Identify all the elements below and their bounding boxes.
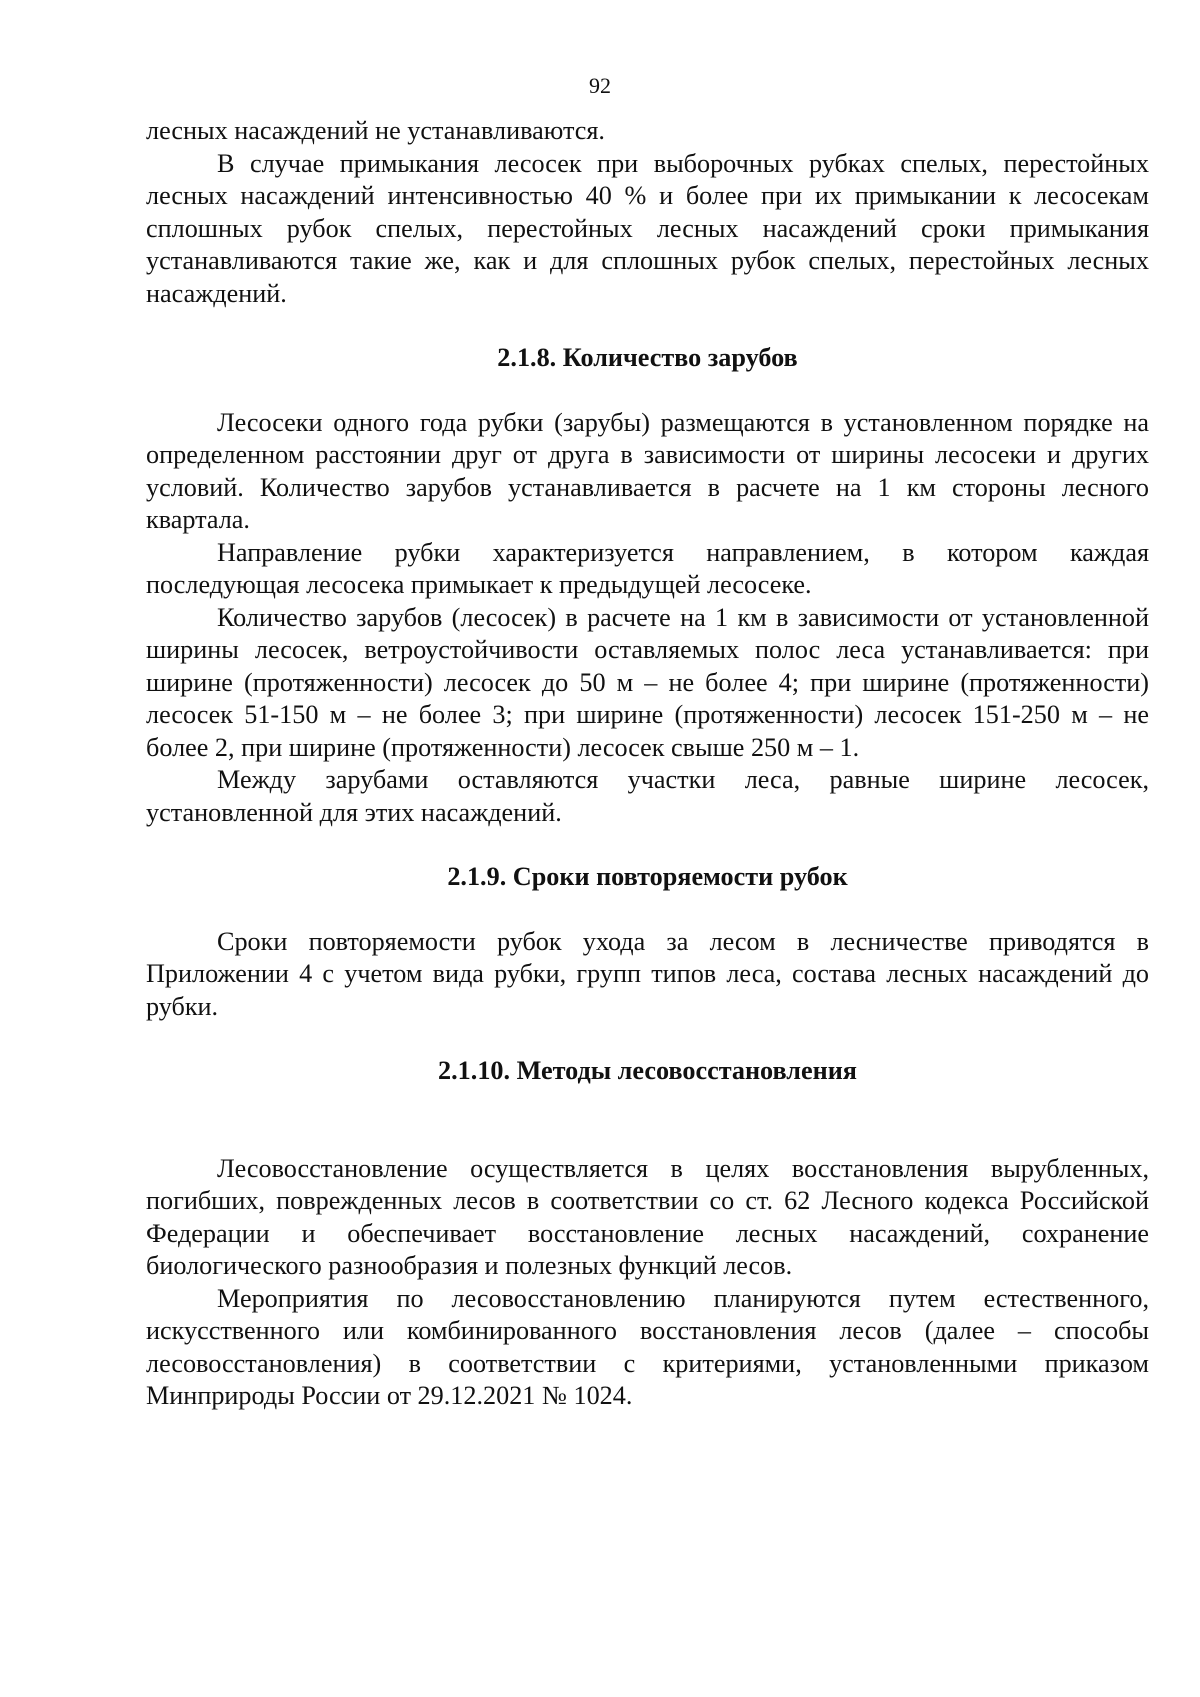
paragraph: Количество зарубов (лесосек) в расчете на 1 км в зависимости от установленной ширины лесосек, ветроустойчивости оставляемых полос леса устанавливается: при ширине (протяженности) лесосек до 50 м – не более 4; при ширине (протяженности) лесосек 51-150 м – не более 3; при ширине (протяженности) лесосек 151-250 м – не более 2, при ширине (протяженности) лесосек свыше 250 м – 1. bbox=[146, 602, 1149, 762]
paragraph: Мероприятия по лесовосстановлению планируются путем естественного, искусственного или комбинированного восстановления лесов (далее – способы лесовосстановления) в соответствии с критериями, установленными приказом Минприроды России от 29.12.2021 № 1024. bbox=[146, 1283, 1149, 1410]
paragraph-continuation: лесных насаждений не устанавливаются. bbox=[146, 116, 605, 145]
paragraph: Направление рубки характеризуется направлением, в котором каждая последующая лесосека примыкает к предыдущей лесосеке. bbox=[146, 537, 1149, 599]
section-heading-2-1-9: 2.1.9. Сроки повторяемости рубок bbox=[447, 862, 848, 891]
paragraph: Лесосеки одного года рубки (зарубы) размещаются в установленном порядке на определенном расстоянии друг от друга в зависимости от ширины лесосеки и других условий. Количество зарубов устанавливается в расчете на 1 км стороны лесного квартала. bbox=[146, 407, 1149, 534]
document-body bbox=[146, 115, 1149, 1413]
paragraph: Между зарубами оставляются участки леса, равные ширине лесосек, установленной для этих насаждений. bbox=[146, 765, 1149, 827]
paragraph: В случае примыкания лесосек при выборочных рубках спелых, перестойных лесных насаждений интенсивностью 40 % и более при их примыкании к лесосекам сплошных рубок спелых, перестойных лесных насаждений сроки примыкания устанавливаются такие же, как и для сплошных рубок спелых, перестойных лесных насаждений. bbox=[146, 148, 1149, 308]
page-number: 92 bbox=[589, 73, 611, 98]
paragraph: Лесовосстановление осуществляется в целях восстановления вырубленных, погибших, поврежденных лесов в соответствии со ст. 62 Лесного кодекса Российской Федерации и обеспечивает восстановление лесных насаждений, сохранение биологического разнообразия и полезных функций лесов. bbox=[146, 1153, 1149, 1280]
section-heading-2-1-10: 2.1.10. Методы лесовосстановления bbox=[438, 1056, 857, 1085]
paragraph: Сроки повторяемости рубок ухода за лесом в лесничестве приводятся в Приложении 4 с учетом вида рубки, групп типов леса, состава лесных насаждений до рубки. bbox=[146, 926, 1149, 1021]
section-heading-2-1-8: 2.1.8. Количество зарубов bbox=[497, 343, 798, 372]
